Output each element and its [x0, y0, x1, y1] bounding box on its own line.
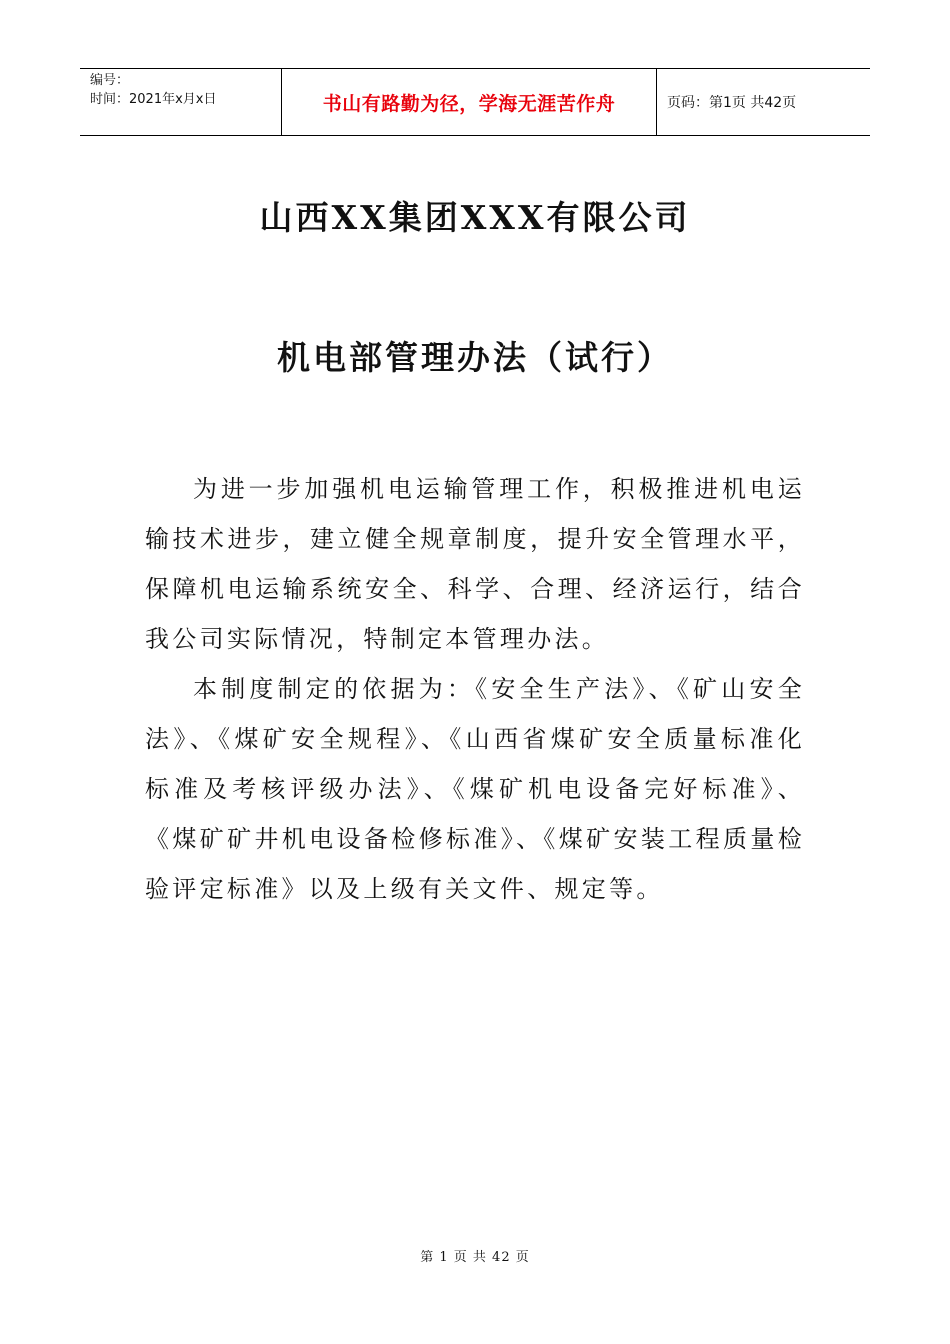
document-title: 机电部管理办法（试行）: [277, 338, 673, 377]
page-footer: 第 1 页 共 42 页: [420, 1250, 530, 1265]
document-number-label: 编号：: [90, 73, 130, 88]
header-page-cell: [657, 69, 870, 135]
header-page-info: 页码：第1页 共42页: [667, 95, 797, 111]
header-motto-cell: [282, 69, 657, 135]
document-body: [145, 464, 805, 914]
header-motto: 书山有路勤为径，学海无涯苦作舟: [322, 92, 616, 115]
body-paragraph-2: 本制度制定的依据为：《安全生产法》、《矿山安全法》、《煤矿安全规程》、《山西省煤矿安全质量标准化标准及考核评级办法》、《煤矿机电设备完好标准》、《煤矿矿井机电设备检修标准》、《煤矿安装工程质量检验评定标准》以及上级有关文件、规定等。: [145, 675, 805, 903]
document-date-label: 时间：2021年x月x日: [90, 92, 217, 107]
header-meta-cell: [80, 69, 282, 135]
body-paragraph-1: 为进一步加强机电运输管理工作，积极推进机电运输技术进步，建立健全规章制度，提升安全管理水平，保障机电运输系统安全、科学、合理、经济运行，结合我公司实际情况，特制定本管理办法。: [145, 475, 805, 653]
page-header: [80, 68, 870, 136]
company-title: 山西XX集团XXX有限公司: [259, 198, 691, 237]
